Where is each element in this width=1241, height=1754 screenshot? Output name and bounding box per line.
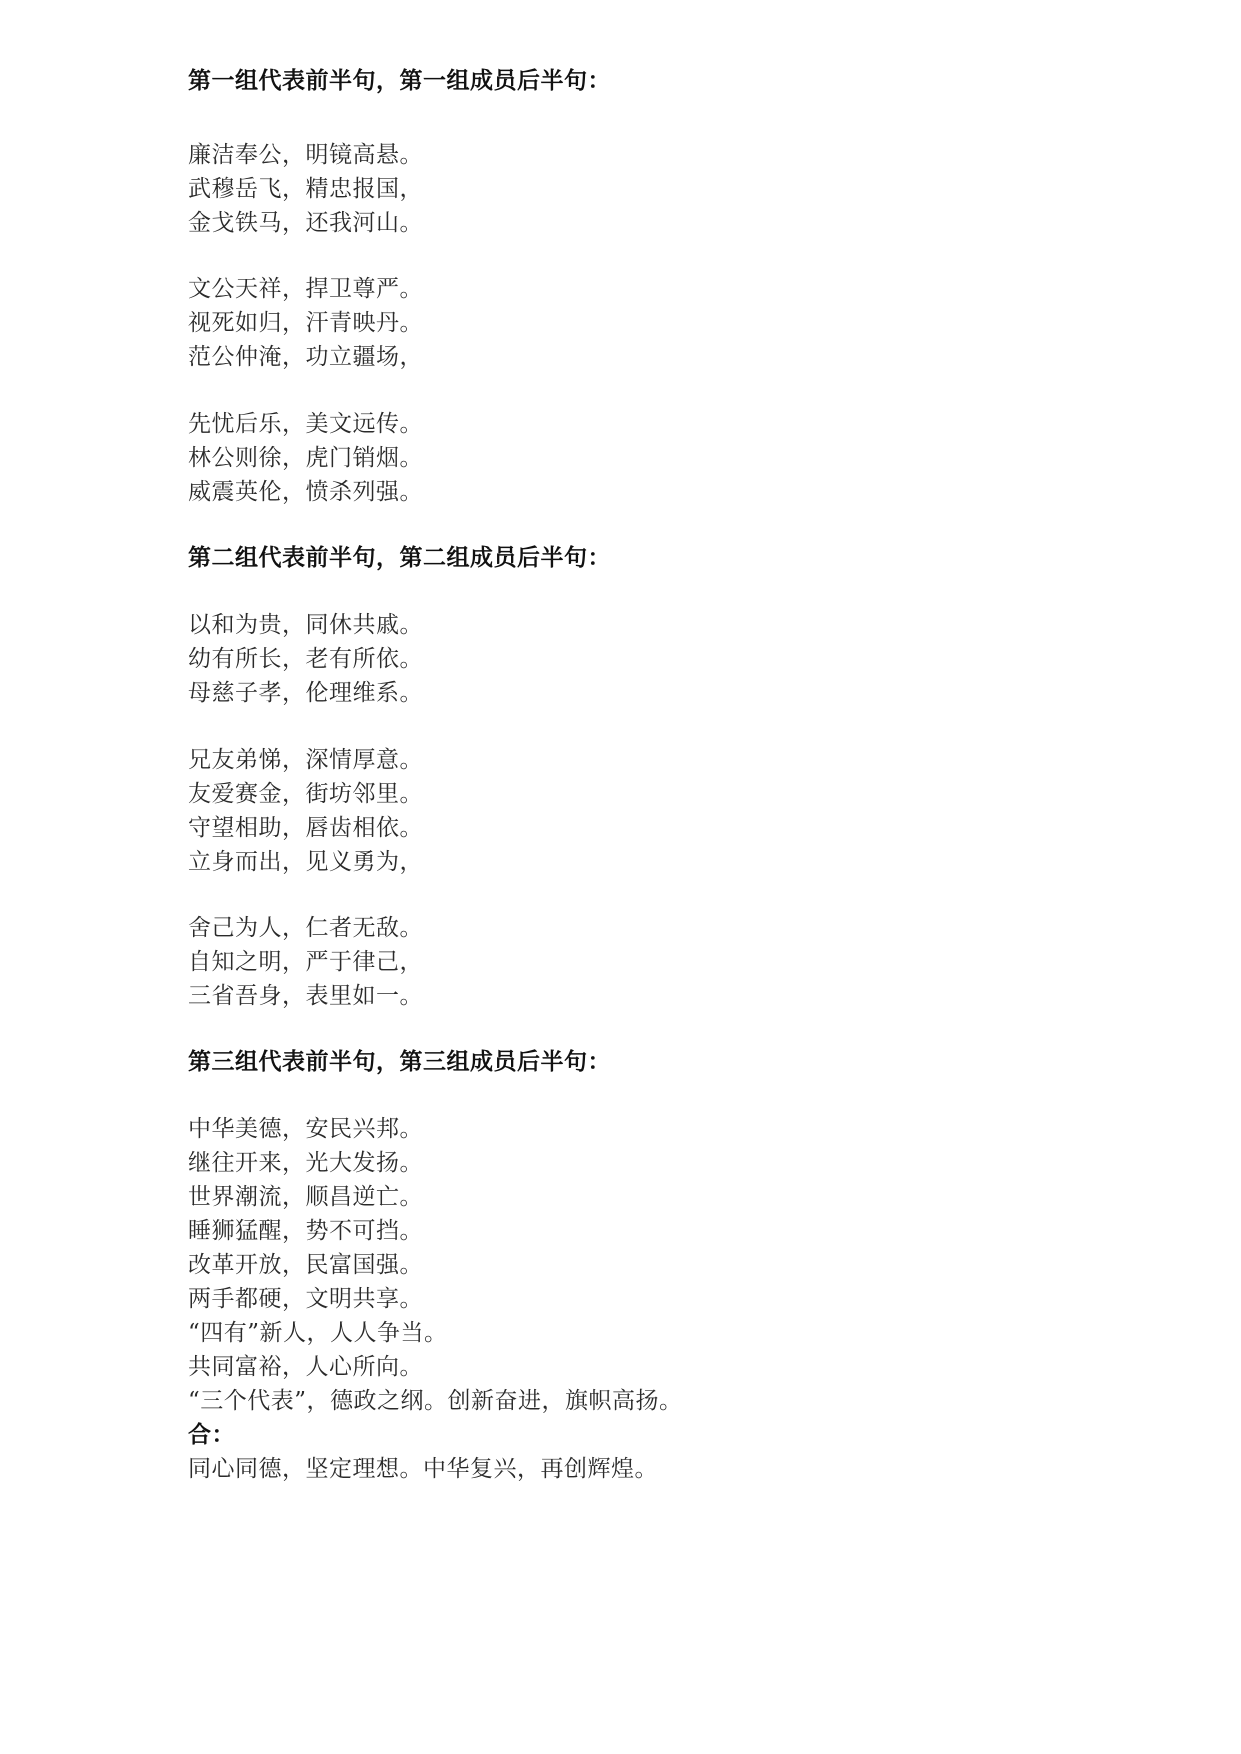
- verse-line: 守望相助，唇齿相依。: [188, 815, 423, 841]
- verse-line: 金戈铁马，还我河山。: [188, 210, 423, 236]
- section-heading: 第一组代表前半句，第一组成员后半句：: [188, 68, 611, 94]
- verse-line: 友爱赛金，街坊邻里。: [188, 781, 423, 807]
- verse-line: 两手都硬，文明共享。: [188, 1286, 423, 1312]
- section-heading: 第二组代表前半句，第二组成员后半句：: [188, 545, 611, 571]
- verse-line: 改革开放，民富国强。: [188, 1252, 423, 1278]
- verse-line: 继往开来，光大发扬。: [188, 1150, 423, 1176]
- verse-line: 睡狮猛醒，势不可挡。: [188, 1218, 423, 1244]
- verse-line: 视死如归，汗青映丹。: [188, 310, 423, 336]
- verse-line: 先忧后乐，美文远传。: [188, 411, 423, 437]
- verse-line: 武穆岳飞，精忠报国，: [188, 176, 423, 202]
- verse-line: 兄友弟悌，深情厚意。: [188, 747, 423, 773]
- verse-line: 廉洁奉公，明镜高悬。: [188, 142, 423, 168]
- verse-line: 以和为贵，同休共戚。: [188, 612, 423, 638]
- verse-line: 世界潮流，顺昌逆亡。: [188, 1184, 423, 1210]
- verse-line: 自知之明，严于律己，: [188, 949, 423, 975]
- verse-line: 母慈子孝，伦理维系。: [188, 680, 423, 706]
- verse-line: 威震英伦，愤杀列强。: [188, 479, 423, 505]
- verse-line: 文公天祥，捍卫尊严。: [188, 276, 423, 302]
- closing-line: 同心同德，坚定理想。中华复兴，再创辉煌。: [188, 1456, 658, 1482]
- section-heading: 第三组代表前半句，第三组成员后半句：: [188, 1049, 611, 1075]
- verse-line: 林公则徐，虎门销烟。: [188, 445, 423, 471]
- verse-line: “四有”新人，人人争当。: [188, 1320, 448, 1346]
- verse-line: 幼有所长，老有所依。: [188, 646, 423, 672]
- verse-line: 立身而出，见义勇为，: [188, 849, 423, 875]
- verse-line: 范公仲淹，功立疆场，: [188, 344, 423, 370]
- verse-line: “三个代表”，德政之纲。创新奋进，旗帜高扬。: [188, 1388, 683, 1414]
- verse-line: 共同富裕，人心所向。: [188, 1354, 423, 1380]
- verse-line: 三省吾身，表里如一。: [188, 983, 423, 1009]
- closing-heading: 合：: [188, 1422, 235, 1448]
- verse-line: 舍己为人，仁者无敌。: [188, 915, 423, 941]
- verse-line: 中华美德，安民兴邦。: [188, 1116, 423, 1142]
